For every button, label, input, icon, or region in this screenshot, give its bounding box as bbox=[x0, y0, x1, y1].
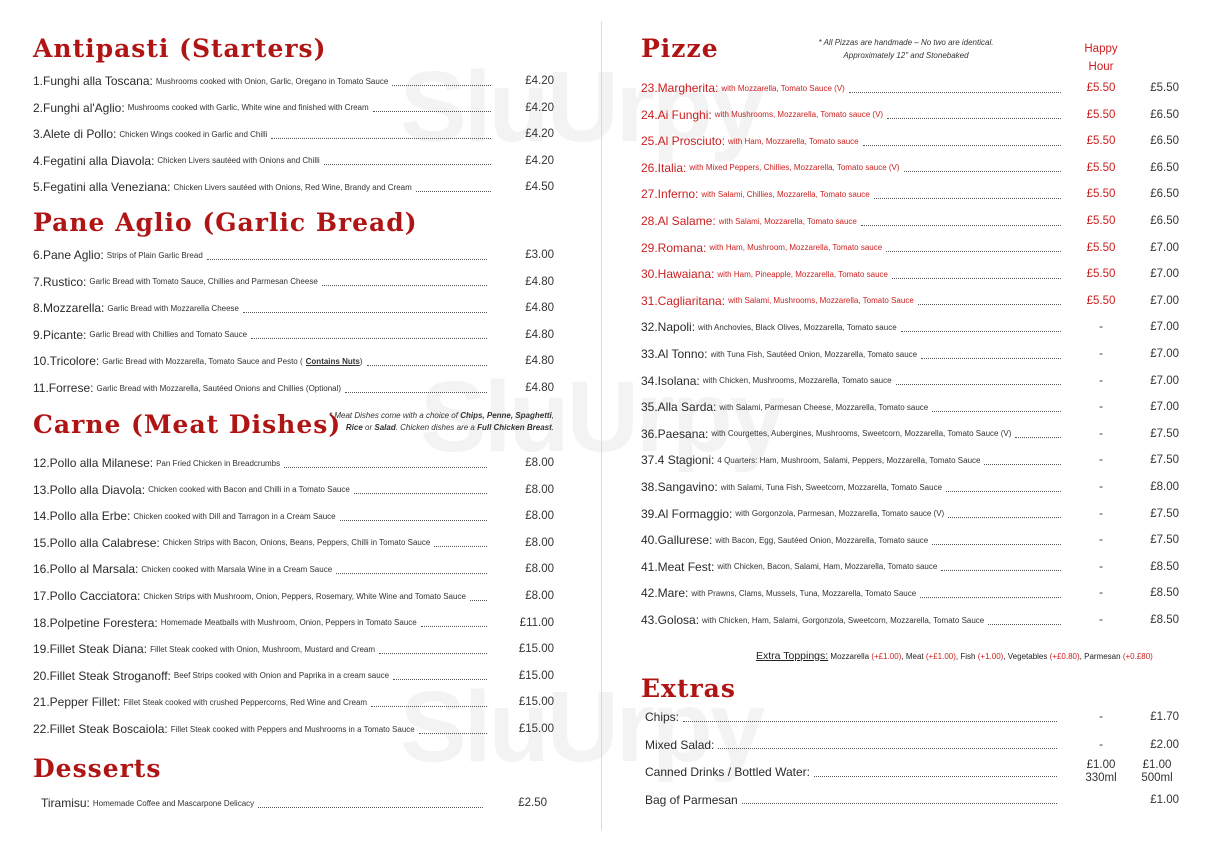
pizza-price: £8.50 bbox=[1150, 614, 1179, 626]
dot-leader bbox=[863, 145, 1061, 146]
menu-item bbox=[33, 296, 554, 320]
dot-leader bbox=[1015, 437, 1061, 438]
extras-small-price bbox=[1079, 759, 1123, 785]
pizza-description: with Salami, Parmesan Cheese, Mozzarella, Tomato sauce bbox=[719, 402, 929, 412]
dot-leader bbox=[251, 338, 487, 339]
pizza-item bbox=[641, 555, 1179, 579]
pizza-name: 34.Isolana: bbox=[641, 373, 700, 388]
menu-item-description: Pan Fried Chicken in Breadcrumbs bbox=[156, 458, 281, 468]
happy-hour-price: - bbox=[1099, 348, 1103, 360]
menu-item-description: Fillet Steak cooked with Onion, Mushroom, Mustard and Cream bbox=[150, 644, 376, 654]
menu-item-price: £15.00 bbox=[518, 643, 554, 656]
menu-item-price: £15.00 bbox=[518, 669, 554, 682]
menu-item-price: £4.20 bbox=[525, 154, 554, 167]
menu-item-name: 18.Polpetine Forestera: bbox=[33, 615, 158, 630]
pizza-item bbox=[641, 103, 1179, 127]
menu-item-price: £4.20 bbox=[525, 101, 554, 114]
happy-hour-price: - bbox=[1099, 560, 1103, 573]
topping-name: Fish bbox=[960, 652, 976, 661]
menu-item-name: 14.Pollo alla Erbe: bbox=[33, 509, 131, 524]
menu-item-price: £8.00 bbox=[525, 457, 554, 469]
pizza-description: with Ham, Mushroom, Mozzarella, Tomato sauce bbox=[709, 243, 883, 253]
pizza-price: £6.50 bbox=[1150, 188, 1179, 201]
left-page bbox=[0, 0, 600, 852]
pizza-item bbox=[641, 581, 1179, 605]
pizza-description: with Salami, Mushrooms, Mozzarella, Tomato Sauce bbox=[728, 296, 914, 306]
menu-item bbox=[33, 531, 554, 555]
menu-item-name: 17.Pollo Cacciatora: bbox=[33, 589, 141, 603]
pizza-price: £6.50 bbox=[1150, 108, 1179, 121]
pizza-description: with Salami, Mozzarella, Tomato sauce bbox=[718, 216, 857, 226]
dot-leader bbox=[920, 597, 1061, 598]
dot-leader bbox=[718, 748, 1057, 749]
dot-leader bbox=[932, 544, 1061, 545]
menu-item-description: Chicken Strips with Bacon, Onions, Beans, Peppers, Chilli in Tomato Sauce bbox=[162, 538, 431, 548]
happy-hour-price: £5.50 bbox=[1086, 108, 1116, 121]
menu-item-price: £4.80 bbox=[525, 275, 554, 288]
dot-leader bbox=[742, 803, 1057, 804]
menu-item-name: 9.Picante: bbox=[33, 327, 87, 342]
pizza-description: with Anchovies, Black Olives, Mozzarella, Tomato sauce bbox=[698, 322, 897, 332]
dot-leader bbox=[416, 191, 491, 192]
happy-hour-price: £5.50 bbox=[1086, 294, 1116, 307]
pizza-item bbox=[641, 209, 1179, 233]
dot-leader bbox=[886, 251, 1061, 252]
menu-item-description: Chicken cooked with Marsala Wine in a Cream Sauce bbox=[141, 564, 333, 574]
menu-item-name: 13.Pollo alla Diavola: bbox=[33, 482, 146, 497]
pizza-price: £8.00 bbox=[1150, 481, 1179, 493]
menu-item-name: 3.Alete di Pollo: bbox=[33, 127, 117, 142]
pizza-name: 27.Inferno: bbox=[641, 187, 699, 202]
menu-item bbox=[33, 584, 554, 608]
pizza-item bbox=[641, 608, 1179, 632]
happy-hour-price: £5.50 bbox=[1086, 188, 1116, 201]
menu-item-description: Chicken Strips with Mushroom, Onion, Peppers, Rosemary, White Wine and Tomato Sauce bbox=[143, 591, 466, 601]
dot-leader bbox=[683, 721, 1057, 722]
extra-toppings: Extra Toppings: Mozzarella (+£1.00), Meat (+£1.00), Fish (+1.00), Vegetables (+£0.80), Parmesan (+0.£80) bbox=[756, 650, 1153, 662]
menu-item-description: Mushrooms cooked with Onion, Garlic, Oregano in Tomato Sauce bbox=[155, 76, 389, 86]
dot-leader bbox=[322, 285, 487, 286]
menu-item-description: Mushrooms cooked with Garlic, White wine and finished with Cream bbox=[127, 103, 369, 113]
menu-item bbox=[33, 451, 554, 475]
dot-leader bbox=[470, 600, 487, 601]
pizza-item bbox=[641, 528, 1179, 552]
happy-hour-price: £5.50 bbox=[1086, 241, 1116, 254]
extras-price: £1.00 bbox=[1150, 793, 1179, 806]
menu-item-description: Homemade Coffee and Mascarpone Delicacy bbox=[92, 798, 255, 808]
pizze-note: * All Pizzas are handmade – No two are identical. Approximately 12" and Stonebaked bbox=[818, 38, 994, 60]
pizza-description: with Bacon, Egg, Sautéed Onion, Mozzarella, Tomato sauce bbox=[715, 535, 929, 545]
topping-price: (+£0.80) bbox=[1049, 652, 1080, 661]
topping-price: (+£1.00) bbox=[925, 652, 956, 661]
menu-item-name: 16.Pollo al Marsala: bbox=[33, 562, 139, 577]
menu-item-name: 6.Pane Aglio: bbox=[33, 248, 104, 262]
dot-leader bbox=[373, 111, 491, 112]
menu-item bbox=[33, 611, 554, 635]
pizza-name: 36.Paesana: bbox=[641, 426, 709, 441]
extras-large-size: 500ml bbox=[1141, 772, 1173, 784]
dot-leader bbox=[271, 138, 491, 139]
pizza-description: with Chicken, Mushrooms, Mozzarella, Tomato sauce bbox=[702, 376, 892, 386]
happy-hour-price: - bbox=[1099, 587, 1103, 600]
menu-item-name: 7.Rustico: bbox=[33, 274, 87, 289]
pizza-price: £7.00 bbox=[1150, 268, 1179, 281]
pizza-price: £8.50 bbox=[1150, 560, 1179, 573]
dot-leader bbox=[345, 392, 487, 393]
menu-item-price: £4.80 bbox=[525, 328, 554, 341]
dot-leader bbox=[243, 312, 487, 313]
pizza-name: 23.Margherita: bbox=[641, 81, 719, 95]
pizza-item bbox=[641, 422, 1179, 446]
menu-item-description: Garlic Bread with Mozzarella, Tomato Sauce and Pesto ( bbox=[102, 356, 303, 366]
dot-leader bbox=[892, 278, 1061, 279]
antipasti-heading: Antipasti (Starters) bbox=[33, 34, 327, 63]
pizza-name: 42.Mare: bbox=[641, 586, 689, 601]
menu-item-name: 12.Pollo alla Milanese: bbox=[33, 456, 154, 470]
dot-leader bbox=[354, 493, 487, 494]
menu-item-name: 10.Tricolore: bbox=[33, 354, 100, 369]
dot-leader bbox=[336, 573, 487, 574]
extras-happy-price: - bbox=[1099, 738, 1103, 751]
dot-leader bbox=[932, 411, 1061, 412]
pizza-name: 40.Gallurese: bbox=[641, 533, 713, 548]
pizza-name: 25.Al Prosciuto: bbox=[641, 134, 726, 149]
menu-item-name: 5.Fegatini alla Veneziana: bbox=[33, 180, 171, 195]
menu-item bbox=[33, 243, 554, 267]
menu-item-name: 15.Pollo alla Calabrese: bbox=[33, 535, 160, 550]
pizza-item bbox=[641, 395, 1179, 419]
menu-item-name: 1.Funghi alla Toscana: bbox=[33, 74, 153, 88]
pizza-price: £5.50 bbox=[1150, 82, 1179, 94]
dot-leader bbox=[258, 807, 483, 808]
happy-hour-price: - bbox=[1099, 374, 1103, 387]
dot-leader bbox=[371, 706, 487, 707]
topping-price: (+£1.00) bbox=[871, 652, 902, 661]
extras-name: Canned Drinks / Bottled Water: bbox=[645, 765, 810, 779]
menu-item-price: £4.80 bbox=[525, 355, 554, 368]
extras-item bbox=[645, 733, 1179, 757]
extras-name: Chips: bbox=[645, 710, 680, 724]
dot-leader bbox=[941, 570, 1061, 571]
pizza-item bbox=[641, 289, 1179, 313]
menu-item bbox=[33, 664, 554, 688]
pizza-description: with Salami, Tuna Fish, Sweetcorn, Mozzarella, Tomato Sauce bbox=[720, 482, 943, 492]
menu-item-description: Chicken Wings cooked in Garlic and Chilli bbox=[119, 129, 268, 139]
menu-item bbox=[33, 478, 554, 502]
menu-item bbox=[33, 637, 554, 661]
extras-small-size: 330ml bbox=[1085, 772, 1117, 784]
menu-item-name: 4.Fegatini alla Diavola: bbox=[33, 153, 155, 168]
dot-leader bbox=[393, 679, 487, 680]
pizza-item bbox=[641, 262, 1179, 286]
menu-item bbox=[33, 69, 554, 93]
pizza-item bbox=[641, 475, 1179, 499]
pizza-name: 30.Hawaiana: bbox=[641, 267, 715, 282]
pizza-name: 32.Napoli: bbox=[641, 320, 696, 335]
menu-item-description: Beef Strips cooked with Onion and Paprika in a cream sauce bbox=[173, 671, 390, 681]
menu-item-description: Garlic Bread with Chillies and Tomato Sauce bbox=[89, 330, 248, 340]
dot-leader bbox=[896, 384, 1061, 385]
menu-item-description: Chicken cooked with Bacon and Chilli in a Tomato Sauce bbox=[148, 485, 350, 495]
pizza-price: £7.00 bbox=[1150, 374, 1179, 387]
right-page bbox=[603, 0, 1206, 852]
extras-price: £2.00 bbox=[1150, 738, 1179, 751]
happy-hour-price: - bbox=[1099, 534, 1103, 547]
pizza-item bbox=[641, 236, 1179, 260]
extras-item bbox=[645, 788, 1179, 812]
pizza-description: with Courgettes, Aubergines, Mushrooms, Sweetcorn, Mozzarella, Tomato Sauce (V) bbox=[711, 429, 1012, 439]
menu-item-name: 22.Fillet Steak Boscaiola: bbox=[33, 722, 168, 736]
topping-price: (+0.£80) bbox=[1122, 652, 1153, 661]
menu-item-description: Strips of Plain Garlic Bread bbox=[106, 250, 203, 260]
pizza-name: 33.Al Tonno: bbox=[641, 347, 708, 361]
happy-hour-header: Happy Hour bbox=[1084, 43, 1118, 73]
extras-large-price bbox=[1135, 759, 1179, 785]
pizza-description: with Salami, Chillies, Mozzarella, Tomato sauce bbox=[701, 189, 870, 199]
pizza-price: £7.00 bbox=[1150, 294, 1179, 307]
menu-item-name: 11.Forrese: bbox=[33, 381, 94, 395]
menu-item-name: 21.Pepper Fillet: bbox=[33, 695, 121, 710]
menu-item-price: £8.00 bbox=[525, 483, 554, 496]
extras-heading: Extras bbox=[641, 674, 736, 703]
pizza-price: £7.00 bbox=[1150, 401, 1179, 414]
menu-item-name: 8.Mozzarella: bbox=[33, 301, 105, 316]
menu-item-name: 2.Funghi al'Aglio: bbox=[33, 100, 125, 115]
carne-heading: Carne (Meat Dishes) bbox=[33, 410, 342, 439]
pizza-price: £7.00 bbox=[1150, 241, 1179, 254]
pizza-description: with Gorgonzola, Parmesan, Mozzarella, Tomato sauce (V) bbox=[735, 509, 945, 519]
happy-hour-price: £5.50 bbox=[1086, 135, 1116, 148]
pizza-price: £8.50 bbox=[1150, 587, 1179, 600]
menu-item-description: Fillet Steak cooked with Peppers and Mushrooms in a Tomato Sauce bbox=[170, 724, 415, 734]
menu-item-price: £11.00 bbox=[519, 616, 554, 629]
menu-item-price: £8.00 bbox=[525, 536, 554, 549]
dot-leader bbox=[988, 624, 1061, 625]
happy-hour-price: £5.50 bbox=[1086, 215, 1116, 227]
pizza-price: £6.50 bbox=[1150, 135, 1179, 148]
menu-item-description-end: ) bbox=[359, 356, 363, 366]
dot-leader bbox=[887, 118, 1061, 119]
pizza-name: 26.Italia: bbox=[641, 160, 687, 175]
pizza-description: with Ham, Mozzarella, Tomato sauce bbox=[728, 136, 859, 146]
pizza-name: 38.Sangavino: bbox=[641, 480, 718, 494]
pizze-heading: Pizze bbox=[641, 34, 719, 63]
menu-item-price: £15.00 bbox=[518, 723, 554, 735]
happy-hour-price: - bbox=[1099, 454, 1103, 467]
pizza-name: 37.4 Stagioni: bbox=[641, 453, 715, 468]
pizza-price: £7.50 bbox=[1150, 534, 1179, 547]
pizza-description: with Ham, Pineapple, Mozzarella, Tomato sauce bbox=[717, 269, 888, 279]
extras-name: Bag of Parmesan bbox=[645, 792, 738, 807]
pizza-item bbox=[641, 342, 1179, 366]
toppings-label: Extra Toppings: bbox=[756, 650, 829, 662]
pizza-name: 43.Golosa: bbox=[641, 613, 700, 627]
pizza-description: with Chicken, Ham, Salami, Gorgonzola, Sweetcorn, Mozzarella, Tomato Sauce bbox=[702, 615, 985, 625]
topping-name: Meat bbox=[905, 652, 924, 661]
menu-item-price: £4.50 bbox=[525, 181, 554, 194]
pizza-item bbox=[641, 502, 1179, 526]
happy-hour-price: - bbox=[1099, 401, 1103, 414]
topping-name: Vegetables bbox=[1007, 652, 1048, 661]
dot-leader bbox=[918, 304, 1061, 305]
pizza-name: 39.Al Formaggio: bbox=[641, 506, 733, 521]
pizza-description: with Mozzarella, Tomato Sauce (V) bbox=[721, 83, 845, 93]
pizza-name: 24.Ai Funghi: bbox=[641, 107, 712, 122]
menu-item-price: £15.00 bbox=[518, 696, 554, 709]
extras-item bbox=[645, 705, 1179, 729]
pizza-description: with Mixed Peppers, Chillies, Mozzarella, Tomato sauce (V) bbox=[689, 163, 900, 173]
extras-price: £1.70 bbox=[1150, 711, 1179, 723]
menu-item-price: £4.20 bbox=[525, 128, 554, 141]
menu-item bbox=[33, 349, 554, 373]
menu-item-description: Garlic Bread with Mozzarella Cheese bbox=[107, 303, 239, 313]
dot-leader bbox=[367, 365, 487, 366]
menu-item-description: Homemade Meatballs with Mushroom, Onion, Peppers in Tomato Sauce bbox=[160, 618, 417, 628]
happy-hour-price: - bbox=[1099, 614, 1103, 626]
dot-leader bbox=[340, 520, 487, 521]
desserts-heading: Desserts bbox=[33, 754, 162, 783]
pizza-name: 31.Cagliaritana: bbox=[641, 293, 726, 308]
menu-item-price: £4.20 bbox=[525, 75, 554, 87]
menu-item-price: £8.00 bbox=[525, 510, 554, 523]
pizza-description: 4 Quarters: Ham, Mushroom, Salami, Peppers, Mozzarella, Tomato Sauce bbox=[717, 455, 981, 465]
menu-item-description: Chicken Livers sautéed with Onions, Red Wine, Brandy and Cream bbox=[173, 182, 412, 192]
dot-leader bbox=[874, 198, 1061, 199]
menu-item-price: £8.00 bbox=[525, 590, 554, 602]
contains-nuts-label: Contains Nuts bbox=[305, 356, 360, 366]
pizza-price: £6.50 bbox=[1150, 215, 1179, 227]
menu-item bbox=[33, 96, 554, 120]
pizza-name: 41.Meat Fest: bbox=[641, 559, 715, 574]
carne-note: * Meat Dishes come with a choice of Chips, Penne, Spaghetti, Rice or Salad. Chicken dishes are a Full Chicken Breast. bbox=[329, 411, 554, 432]
dot-leader bbox=[901, 331, 1061, 332]
dot-leader bbox=[207, 259, 487, 260]
pizza-description: with Chicken, Bacon, Salami, Ham, Mozzarella, Tomato sauce bbox=[717, 562, 938, 572]
menu-item bbox=[33, 122, 554, 146]
menu-item bbox=[33, 717, 554, 741]
dot-leader bbox=[946, 491, 1061, 492]
pizza-price: £7.50 bbox=[1150, 454, 1179, 467]
happy-hour-price: £5.50 bbox=[1086, 82, 1116, 94]
menu-item-price: £4.80 bbox=[525, 302, 554, 315]
extras-name: Mixed Salad: bbox=[645, 737, 715, 752]
menu-item-name: 20.Fillet Steak Stroganoff: bbox=[33, 668, 171, 683]
pizza-price: £6.50 bbox=[1150, 161, 1179, 174]
dot-leader bbox=[921, 358, 1061, 359]
pizza-name: 28.Al Salame: bbox=[641, 214, 716, 228]
pizza-name: 29.Romana: bbox=[641, 240, 707, 255]
dot-leader bbox=[984, 464, 1061, 465]
topping-price: (+1.00) bbox=[977, 652, 1004, 661]
topping-name: Mozzarella bbox=[830, 652, 870, 661]
menu-item-description: Garlic Bread with Mozzarella, Sautéed Onions and Chillies (Optional) bbox=[96, 383, 342, 393]
extras-item bbox=[645, 759, 1173, 784]
pizza-item bbox=[641, 182, 1179, 206]
menu-item-price: £4.80 bbox=[525, 382, 554, 394]
happy-hour-price: - bbox=[1099, 321, 1103, 334]
menu-item-name: 19.Fillet Steak Diana: bbox=[33, 642, 148, 657]
pizza-description: with Tuna Fish, Sautéed Onion, Mozzarella, Tomato sauce bbox=[710, 349, 918, 359]
menu-item bbox=[33, 690, 554, 714]
menu-item-description: Fillet Steak cooked with crushed Peppercorns, Red Wine and Cream bbox=[123, 697, 368, 707]
pizza-item bbox=[641, 369, 1179, 393]
menu-item-name: Tiramisu: bbox=[41, 796, 90, 810]
pizza-description: with Mushrooms, Mozzarella, Tomato sauce (V) bbox=[714, 110, 884, 120]
extras-small-price-value: £1.00 bbox=[1086, 759, 1116, 771]
pizza-item bbox=[641, 448, 1179, 472]
menu-item bbox=[33, 376, 554, 400]
dot-leader bbox=[904, 171, 1061, 172]
pizza-price: £7.00 bbox=[1150, 321, 1179, 334]
dot-leader bbox=[284, 467, 487, 468]
topping-name: Parmesan bbox=[1084, 652, 1121, 661]
dot-leader bbox=[421, 626, 487, 627]
menu-item bbox=[33, 149, 554, 173]
extras-large-price-value: £1.00 bbox=[1142, 759, 1172, 771]
dot-leader bbox=[948, 517, 1061, 518]
happy-hour-price: - bbox=[1099, 481, 1103, 493]
menu-item-price: £8.00 bbox=[525, 563, 554, 576]
dot-leader bbox=[434, 546, 487, 547]
menu-item-price: £3.00 bbox=[525, 249, 554, 261]
menu-item-description: Chicken cooked with Dill and Tarragon in a Cream Sauce bbox=[133, 511, 336, 521]
pizza-item bbox=[641, 76, 1179, 100]
menu-item-description: Garlic Bread with Tomato Sauce, Chillies and Parmesan Cheese bbox=[89, 277, 318, 287]
pizza-price: £7.50 bbox=[1150, 507, 1179, 520]
pizza-price: £7.00 bbox=[1150, 348, 1179, 360]
pizza-name: 35.Alla Sarda: bbox=[641, 400, 717, 415]
happy-hour-price: £5.50 bbox=[1086, 268, 1116, 281]
pizza-item bbox=[641, 156, 1179, 180]
page-divider bbox=[601, 22, 602, 830]
pizza-item bbox=[641, 315, 1179, 339]
extras-happy-price: - bbox=[1099, 711, 1103, 723]
dot-leader bbox=[849, 92, 1061, 93]
menu-item bbox=[33, 323, 554, 347]
menu-item bbox=[33, 504, 554, 528]
dot-leader bbox=[814, 776, 1057, 777]
happy-hour-price: £5.50 bbox=[1086, 161, 1116, 174]
pizza-price: £7.50 bbox=[1150, 427, 1179, 440]
happy-hour-price: - bbox=[1099, 427, 1103, 440]
menu-item-description: Chicken Livers sautéed with Onions and Chilli bbox=[157, 156, 320, 166]
happy-hour-price: - bbox=[1099, 507, 1103, 520]
dot-leader bbox=[392, 85, 491, 86]
pizza-item bbox=[641, 129, 1179, 153]
dot-leader bbox=[324, 164, 491, 165]
pizza-description: with Prawns, Clams, Mussels, Tuna, Mozzarella, Tomato Sauce bbox=[691, 588, 917, 598]
dot-leader bbox=[379, 653, 487, 654]
dot-leader bbox=[419, 733, 487, 734]
garlic-bread-heading: Pane Aglio (Garlic Bread) bbox=[33, 208, 418, 237]
menu-item bbox=[33, 270, 554, 294]
menu-item bbox=[33, 557, 554, 581]
dot-leader bbox=[861, 225, 1061, 226]
menu-item-price: £2.50 bbox=[518, 797, 547, 809]
menu-item bbox=[41, 791, 547, 815]
menu-item bbox=[33, 175, 554, 199]
